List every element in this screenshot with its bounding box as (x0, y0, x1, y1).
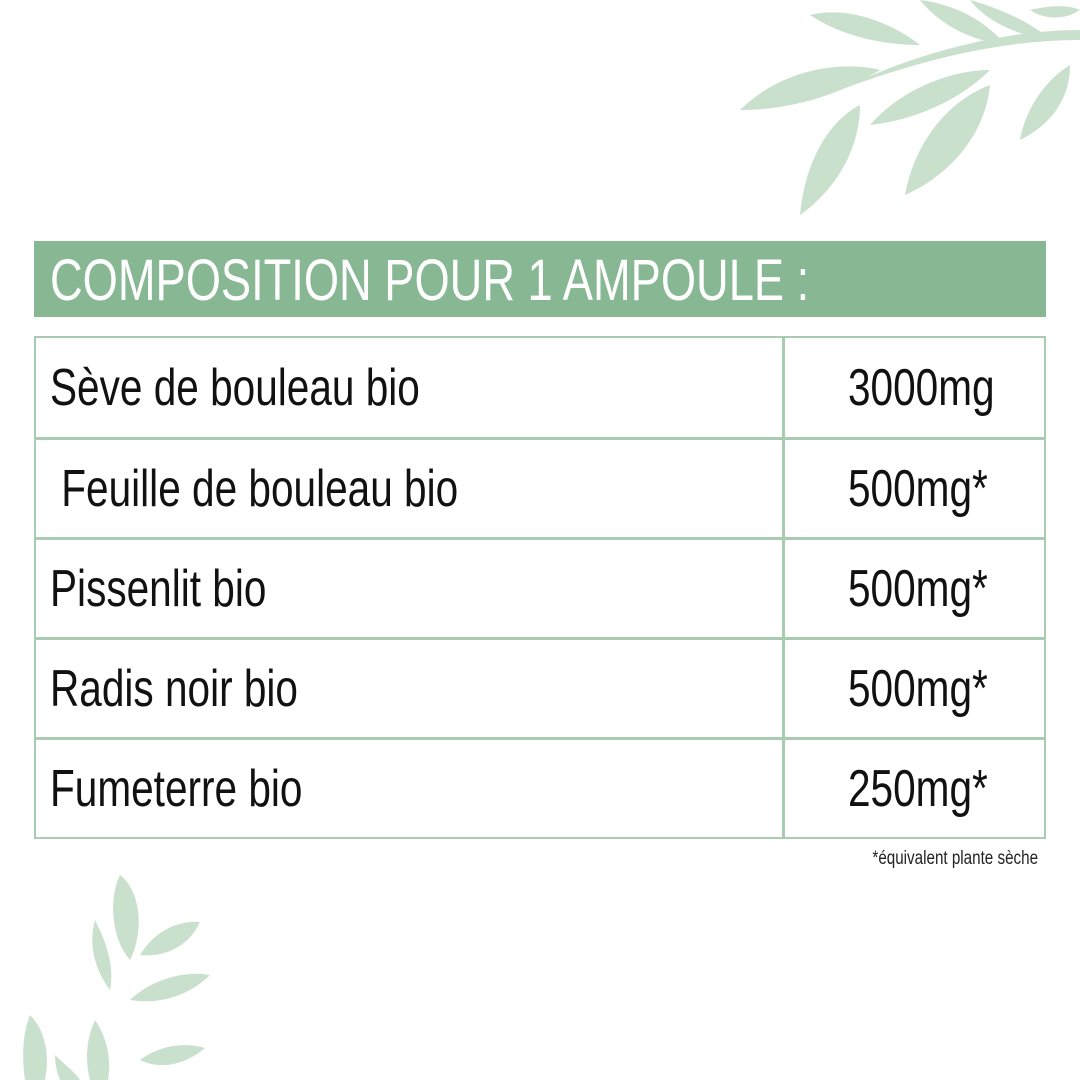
ingredient-name: Pissenlit bio (50, 560, 267, 618)
ingredient-amount: 250mg* (848, 760, 988, 818)
table-row (36, 439, 1044, 539)
ingredient-amount: 3000mg (848, 359, 995, 417)
composition-table (34, 336, 1046, 839)
leaf-branch-icon (0, 860, 240, 1080)
ingredient-name: Feuille de bouleau bio (50, 460, 459, 518)
ingredient-name: Sève de bouleau bio (50, 359, 420, 417)
ingredient-amount: 500mg* (848, 660, 988, 718)
table-row (36, 539, 1044, 639)
table-row (36, 338, 1044, 438)
ingredient-name: Fumeterre bio (50, 760, 303, 818)
composition-header (34, 241, 1046, 317)
leaf-branch-icon (720, 0, 1080, 220)
ingredient-amount: 500mg* (848, 460, 988, 518)
ingredient-name: Radis noir bio (50, 660, 299, 718)
table-row (36, 739, 1044, 839)
footnote: *équivalent plante sèche (872, 848, 1038, 869)
table-row (36, 639, 1044, 739)
ingredient-amount: 500mg* (848, 560, 988, 618)
page-title: COMPOSITION POUR 1 AMPOULE : (50, 248, 810, 313)
